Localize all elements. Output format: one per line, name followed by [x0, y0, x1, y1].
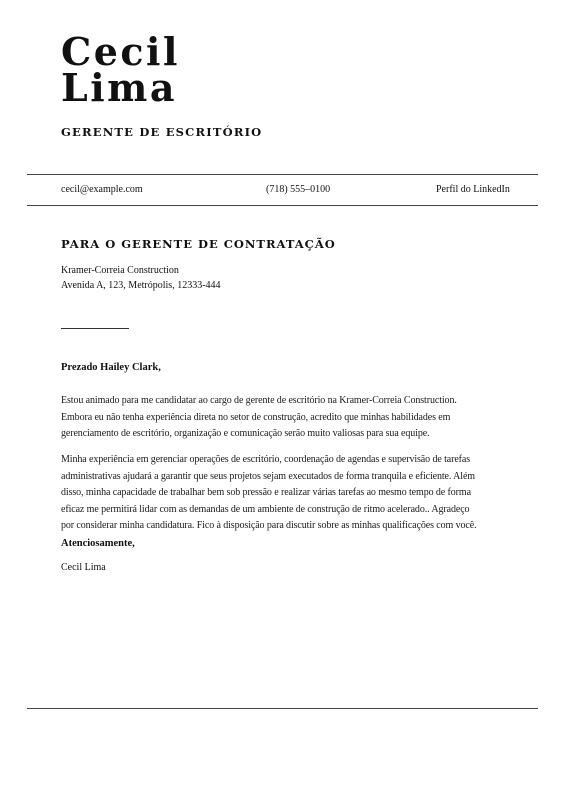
paragraph-line: por considerar minha candidatura. Fico à disposição para discutir sobre as minhas qualificações com você. — [61, 520, 477, 531]
section-divider — [61, 328, 129, 329]
contact-bottom-divider — [27, 205, 538, 206]
applicant-first-name: Cecil — [61, 29, 180, 74]
signature: Cecil Lima — [61, 562, 106, 573]
salutation: Prezado Hailey Clark, — [61, 362, 161, 373]
paragraph-line: gerenciamento de escritório, organização e comunicação serão muito valiosas para sua equipe. — [61, 428, 430, 439]
contact-top-divider — [27, 174, 538, 175]
contact-email[interactable]: cecil@example.com — [61, 184, 143, 195]
body-paragraph-2 — [61, 452, 476, 535]
applicant-last-name: Lima — [61, 65, 177, 110]
contact-phone: (718) 555–0100 — [266, 184, 331, 195]
recipient-company: Kramer-Correia Construction — [61, 265, 179, 276]
paragraph-line: disso, minha capacidade de trabalhar bem sob pressão e realizar várias tarefas ao mesmo tempo de forma — [61, 487, 471, 498]
paragraph-line: Embora eu não tenha experiência direta no setor de construção, acredito que minhas habilidades em — [61, 411, 451, 423]
applicant-name — [61, 29, 180, 110]
paragraph-line: Estou animado para me candidatar ao cargo de gerente de escritório na Kramer-Correia Construction. — [61, 395, 457, 406]
paragraph-line: administrativas ajudará a garantir que seus projetos sejam executados de forma tranquila e eficiente. Além — [61, 470, 475, 482]
closing: Atenciosamente, — [61, 538, 135, 549]
paragraph-line: eficaz me permitirá lidar com as demandas de um ambiente de construção de ritmo acelerado.. Agradeço — [61, 503, 470, 515]
recipient-address: Avenida A, 123, Metrópolis, 12333-444 — [61, 280, 221, 291]
recipient-address-block — [61, 263, 221, 293]
job-title: GERENTE DE ESCRITÓRIO — [61, 125, 263, 139]
contact-linkedin-link[interactable]: Perfil do LinkedIn — [436, 184, 510, 195]
body-paragraph-1 — [61, 393, 457, 443]
paragraph-line: Minha experiência em gerenciar operações de escritório, coordenação de agendas e supervisão de tarefas — [61, 454, 471, 465]
recipient-heading: PARA O GERENTE DE CONTRATAÇÃO — [61, 237, 336, 251]
footer-divider — [27, 708, 538, 709]
